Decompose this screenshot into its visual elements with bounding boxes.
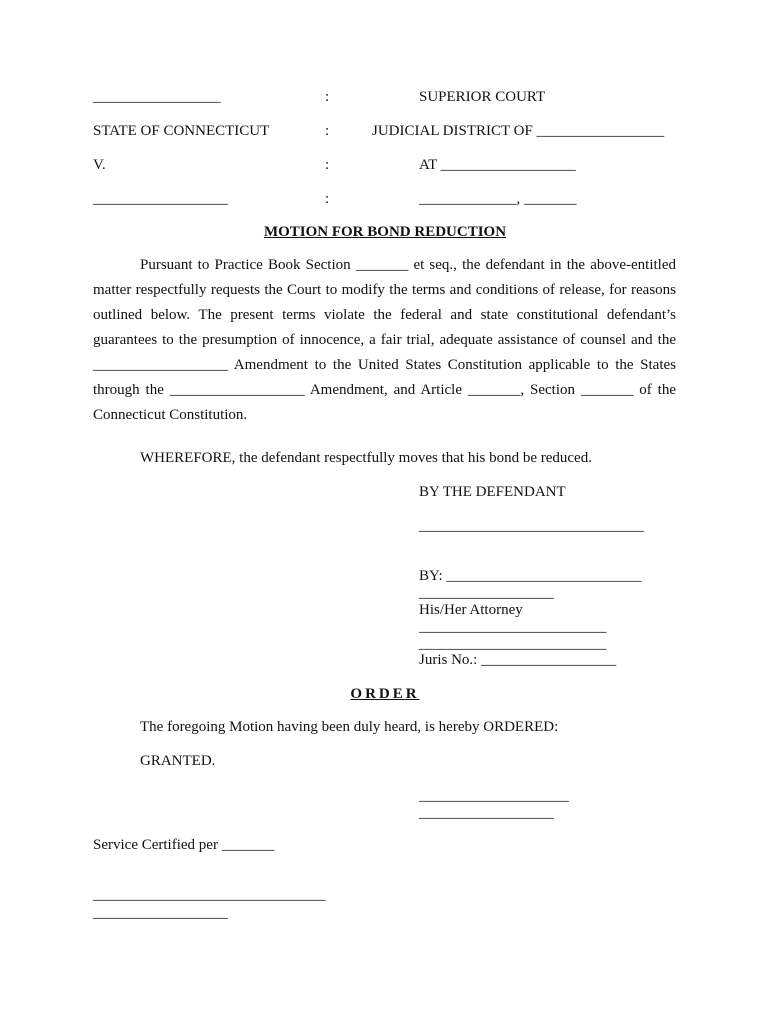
motion-body xyxy=(93,253,676,428)
judicial-district: JUDICIAL DISTRICT OF _________________ xyxy=(372,123,665,139)
court-name: SUPERIOR COURT xyxy=(419,89,546,105)
document-title: MOTION FOR BOND REDUCTION xyxy=(263,224,507,240)
service-certified: Service Certified per _______ xyxy=(93,837,275,853)
defendant-signature-line: ______________________________ xyxy=(419,518,644,534)
date-line: _____________, _______ xyxy=(419,191,577,207)
judge-name-line: __________________ xyxy=(419,805,554,821)
motion-paragraph: Pursuant to Practice Book Section _______ et seq., the defendant in the above-entitled matter respectfully requests the Court to modify the terms and conditions of release, for reasons outlined below. The present terms violate the federal and state constitutional defendant’s guarantees to the presumption of innocence, a fair trial, adequate assistance of counsel and the __________________ Amendment to the United States Constitution applicable to the States through the __________________ Amendment, and Article _______, Section _______ of the Connecticut Constitution. xyxy=(93,257,676,423)
order-granted: GRANTED. xyxy=(140,753,216,769)
attorney-signature-line: BY: __________________________ xyxy=(419,568,642,584)
order-text: The foregoing Motion having been duly heard, is hereby ORDERED: xyxy=(140,719,559,735)
by-the-defendant-label: BY THE DEFENDANT xyxy=(419,484,566,500)
service-signature-line: _______________________________ xyxy=(93,887,326,903)
caption-colon-4: : xyxy=(325,191,330,207)
caption-colon-1: : xyxy=(325,89,330,105)
wherefore-clause: WHEREFORE, the defendant respectfully moves that his bond be reduced. xyxy=(140,450,592,466)
juris-number: Juris No.: __________________ xyxy=(419,652,617,668)
caption-colon-3: : xyxy=(325,157,330,173)
attorney-label: His/Her Attorney xyxy=(419,602,523,618)
attorney-address-line-1: _________________________ xyxy=(419,619,607,635)
order-heading: ORDER xyxy=(350,686,420,702)
court-location: AT __________________ xyxy=(419,157,576,173)
attorney-name-line: __________________ xyxy=(419,585,554,601)
service-name-line: __________________ xyxy=(93,905,228,921)
caption-party-line-1: _________________ xyxy=(93,89,221,105)
state-party: STATE OF CONNECTICUT xyxy=(93,123,270,139)
caption-colon-2: : xyxy=(325,123,330,139)
judge-signature-line: ____________________ xyxy=(419,788,569,804)
versus-label: V. xyxy=(93,157,106,173)
attorney-address-line-2: _________________________ xyxy=(419,636,607,652)
defendant-name-line: __________________ xyxy=(93,191,228,207)
